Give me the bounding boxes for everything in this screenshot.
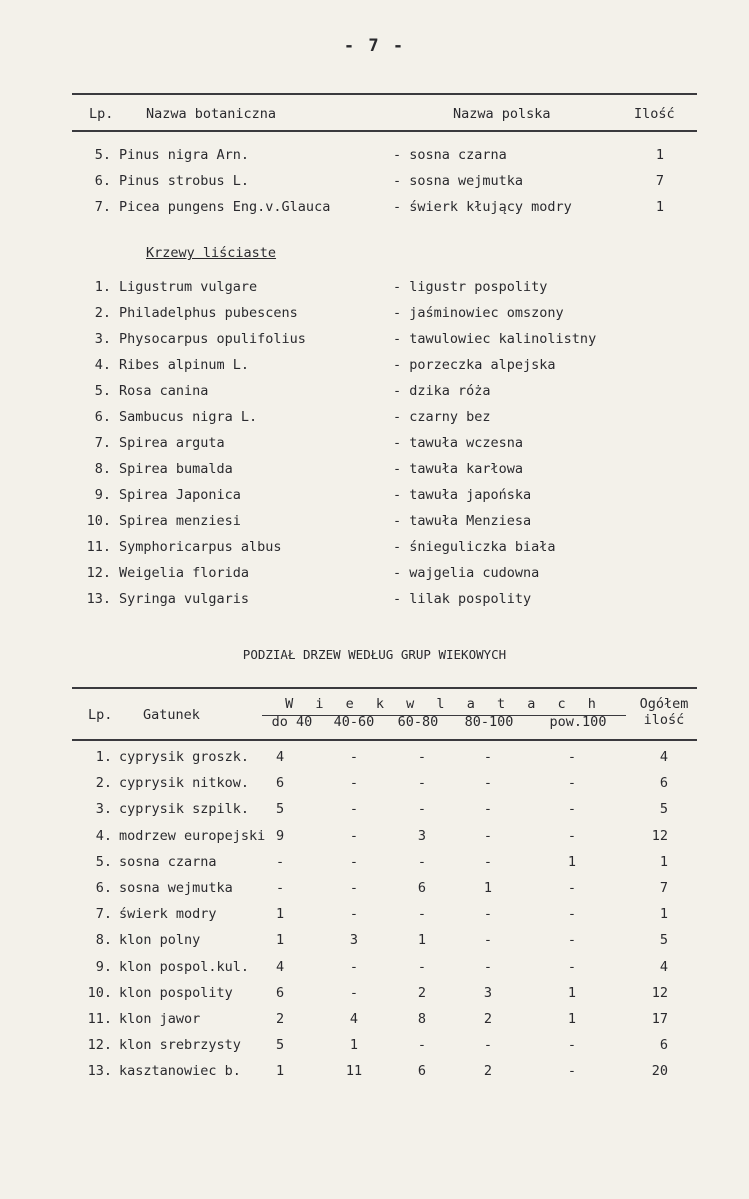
tree-polish-name: - sosna czarna	[393, 147, 507, 163]
shrub-polish-name: - śnieguliczka biała	[393, 539, 556, 555]
header-botanical-name: Nazwa botaniczna	[146, 106, 277, 122]
shrub-lp: 5.	[94, 383, 111, 399]
shrub-lp: 10.	[86, 513, 111, 529]
age-value-cell: -	[483, 801, 493, 818]
age-range-header: do 40	[271, 714, 313, 730]
age-value-cell: 4	[276, 958, 285, 975]
shrub-botanical-name: Weigelia florida	[119, 565, 250, 581]
tree-quantity: 1	[655, 199, 664, 215]
age-value-cell: 6	[276, 984, 285, 1001]
row-species: cyprysik nitkow.	[119, 775, 250, 792]
age-value-cell: 6	[417, 880, 427, 896]
shrub-polish-name: - tawuła Menziesa	[393, 513, 532, 529]
age-range-header: 80-100	[464, 714, 514, 730]
age-value-cell: -	[567, 775, 577, 792]
row-species: sosna czarna	[119, 853, 217, 870]
table1-header-rule	[72, 130, 697, 132]
shrub-polish-name: - porzeczka alpejska	[393, 357, 556, 373]
shrub-botanical-name: Spirea bumalda	[119, 461, 233, 477]
age-value-cell: 1	[276, 932, 285, 949]
age-value-cell: -	[349, 853, 359, 870]
row-total: 7	[659, 880, 668, 896]
shrub-botanical-name: Syringa vulgaris	[119, 591, 250, 607]
row-total: 6	[659, 1037, 668, 1054]
t2-header-age-group: W i e k w l a t a c h	[285, 696, 603, 712]
age-value-cell: 3	[349, 932, 359, 949]
age-value-cell: -	[276, 853, 285, 870]
age-value-cell: 4	[349, 1011, 359, 1027]
row-lp: 9.	[95, 958, 112, 975]
age-value-cell: -	[349, 958, 359, 975]
row-lp: 3.	[95, 801, 112, 818]
shrub-polish-name: - tawuła wczesna	[393, 435, 524, 451]
row-total: 6	[659, 775, 668, 792]
age-value-cell: -	[567, 749, 577, 765]
age-value-cell: 1	[567, 853, 577, 870]
tree-lp: 6.	[94, 173, 111, 189]
age-value-cell: -	[567, 958, 577, 975]
table1-top-rule	[72, 93, 697, 95]
age-value-cell: -	[349, 880, 359, 896]
shrub-lp: 2.	[94, 305, 111, 321]
age-value-cell: 11	[345, 1063, 363, 1080]
age-value-cell: -	[417, 801, 427, 818]
tree-quantity: 1	[655, 147, 664, 163]
shrub-lp: 3.	[94, 331, 111, 347]
shrub-lp: 12.	[86, 565, 111, 581]
age-value-cell: -	[417, 775, 427, 792]
age-value-cell: -	[483, 827, 493, 844]
row-lp: 1.	[95, 749, 112, 765]
age-value-cell: -	[349, 827, 359, 844]
shrub-polish-name: - tawuła karłowa	[393, 461, 524, 477]
age-value-cell: -	[349, 906, 359, 923]
tree-botanical-name: Pinus nigra Arn.	[119, 147, 250, 163]
row-total: 12	[651, 827, 668, 844]
shrub-polish-name: - lilak pospolity	[393, 591, 532, 607]
section-title: Krzewy liściaste	[146, 245, 277, 261]
tree-quantity: 7	[655, 173, 664, 189]
row-lp: 4.	[95, 827, 112, 844]
row-lp: 5.	[95, 853, 112, 870]
shrub-botanical-name: Rosa canina	[119, 383, 209, 399]
age-value-cell: -	[483, 1037, 493, 1054]
row-species: klon polny	[119, 932, 201, 949]
row-species: sosna wejmutka	[119, 880, 233, 896]
age-value-cell: 1	[349, 1037, 359, 1054]
age-value-cell: 2	[483, 1011, 493, 1027]
row-total: 5	[659, 801, 668, 818]
shrub-polish-name: - ligustr pospolity	[393, 279, 548, 295]
shrub-botanical-name: Spirea arguta	[119, 435, 225, 451]
age-range-header: 40-60	[333, 714, 375, 730]
row-species: świerk modry	[119, 906, 217, 923]
age-value-cell: 2	[276, 1011, 285, 1027]
shrub-botanical-name: Philadelphus pubescens	[119, 305, 298, 321]
age-value-cell: -	[349, 984, 359, 1001]
t2-header-total-line2: ilość	[643, 712, 685, 728]
age-value-cell: -	[417, 749, 427, 765]
age-range-header: 60-80	[397, 714, 439, 730]
shrub-lp: 6.	[94, 409, 111, 425]
tree-lp: 7.	[94, 199, 111, 215]
shrub-botanical-name: Ribes alpinum L.	[119, 357, 250, 373]
row-species: klon srebrzysty	[119, 1037, 241, 1054]
table2-title: PODZIAŁ DRZEW WEDŁUG GRUP WIEKOWYCH	[242, 647, 507, 662]
age-value-cell: -	[483, 932, 493, 949]
row-lp: 2.	[95, 775, 112, 792]
row-species: cyprysik groszk.	[119, 749, 250, 765]
age-value-cell: 1	[567, 984, 577, 1001]
age-value-cell: -	[349, 801, 359, 818]
shrub-botanical-name: Physocarpus opulifolius	[119, 331, 306, 347]
age-value-cell: -	[567, 1063, 577, 1080]
shrub-polish-name: - tawulowiec kalinolistny	[393, 331, 597, 347]
age-value-cell: -	[417, 853, 427, 870]
age-value-cell: 4	[276, 749, 285, 765]
table2-top-rule	[72, 687, 697, 689]
shrub-botanical-name: Sambucus nigra L.	[119, 409, 258, 425]
shrub-polish-name: - czarny bez	[393, 409, 491, 425]
shrub-polish-name: - jaśminowiec omszony	[393, 305, 564, 321]
age-value-cell: 3	[483, 984, 493, 1001]
row-lp: 13.	[87, 1063, 112, 1080]
shrub-lp: 4.	[94, 357, 111, 373]
table2-header-rule	[72, 739, 697, 741]
shrub-lp: 11.	[86, 539, 111, 555]
row-lp: 10.	[87, 984, 112, 1001]
age-value-cell: 8	[417, 1011, 427, 1027]
age-value-cell: 2	[417, 984, 427, 1001]
shrub-polish-name: - dzika róża	[393, 383, 491, 399]
header-lp: Lp.	[89, 106, 114, 122]
row-species: klon jawor	[119, 1011, 201, 1027]
row-species: klon pospolity	[119, 984, 233, 1001]
age-value-cell: 1	[276, 906, 285, 923]
age-value-cell: -	[483, 749, 493, 765]
age-value-cell: 6	[417, 1063, 427, 1080]
row-total: 5	[659, 932, 668, 949]
row-species: cyprysik szpilk.	[119, 801, 250, 818]
shrub-botanical-name: Symphoricarpus albus	[119, 539, 282, 555]
row-lp: 8.	[95, 932, 112, 949]
age-value-cell: -	[349, 775, 359, 792]
tree-lp: 5.	[94, 147, 111, 163]
row-total: 17	[651, 1011, 668, 1027]
age-value-cell: -	[567, 1037, 577, 1054]
header-quantity: Ilość	[634, 106, 675, 122]
age-value-cell: 1	[417, 932, 427, 949]
shrub-lp: 9.	[94, 487, 111, 503]
age-value-cell: -	[483, 775, 493, 792]
page-number: - 7 -	[343, 36, 406, 56]
t2-header-species: Gatunek	[143, 707, 200, 723]
age-value-cell: -	[417, 1037, 427, 1054]
age-value-cell: -	[567, 827, 577, 844]
age-value-cell: -	[417, 958, 427, 975]
tree-polish-name: - świerk kłujący modry	[393, 199, 572, 215]
age-value-cell: 2	[483, 1063, 493, 1080]
row-total: 4	[659, 749, 668, 765]
row-species: kasztanowiec b.	[119, 1063, 241, 1080]
shrub-polish-name: - tawuła japońska	[393, 487, 532, 503]
age-value-cell: 1	[567, 1011, 577, 1027]
age-value-cell: -	[483, 906, 493, 923]
age-value-cell: 6	[276, 775, 285, 792]
row-lp: 11.	[87, 1011, 112, 1027]
shrub-polish-name: - wajgelia cudowna	[393, 565, 540, 581]
shrub-botanical-name: Ligustrum vulgare	[119, 279, 258, 295]
t2-header-lp: Lp.	[88, 707, 113, 723]
row-species: klon pospol.kul.	[119, 958, 250, 975]
row-total: 12	[651, 984, 668, 1001]
age-value-cell: -	[567, 906, 577, 923]
row-total: 4	[659, 958, 668, 975]
tree-botanical-name: Pinus strobus L.	[119, 173, 250, 189]
row-lp: 12.	[87, 1037, 112, 1054]
age-value-cell: 3	[417, 827, 427, 844]
row-lp: 6.	[95, 880, 112, 896]
age-value-cell: -	[349, 749, 359, 765]
age-value-cell: 5	[276, 1037, 285, 1054]
age-value-cell: 1	[483, 880, 493, 896]
header-polish-name: Nazwa polska	[453, 106, 551, 122]
row-total: 1	[659, 906, 668, 923]
shrub-lp: 8.	[94, 461, 111, 477]
row-total: 1	[659, 853, 668, 870]
age-value-cell: 5	[276, 801, 285, 818]
tree-polish-name: - sosna wejmutka	[393, 173, 524, 189]
row-total: 20	[651, 1063, 668, 1080]
age-value-cell: -	[483, 853, 493, 870]
row-species: modrzew europejski	[119, 827, 266, 844]
t2-header-total-line1: Ogółem	[639, 696, 689, 712]
shrub-botanical-name: Spirea menziesi	[119, 513, 241, 529]
age-value-cell: -	[417, 906, 427, 923]
age-value-cell: -	[567, 932, 577, 949]
age-value-cell: 1	[276, 1063, 285, 1080]
shrub-lp: 13.	[86, 591, 111, 607]
row-lp: 7.	[95, 906, 112, 923]
age-value-cell: -	[276, 880, 285, 896]
tree-botanical-name: Picea pungens Eng.v.Glauca	[119, 199, 331, 215]
age-value-cell: -	[483, 958, 493, 975]
age-range-header: pow.100	[549, 714, 607, 730]
shrub-lp: 1.	[94, 279, 111, 295]
age-value-cell: -	[567, 880, 577, 896]
age-value-cell: -	[567, 801, 577, 818]
shrub-botanical-name: Spirea Japonica	[119, 487, 241, 503]
age-value-cell: 9	[276, 827, 285, 844]
shrub-lp: 7.	[94, 435, 111, 451]
